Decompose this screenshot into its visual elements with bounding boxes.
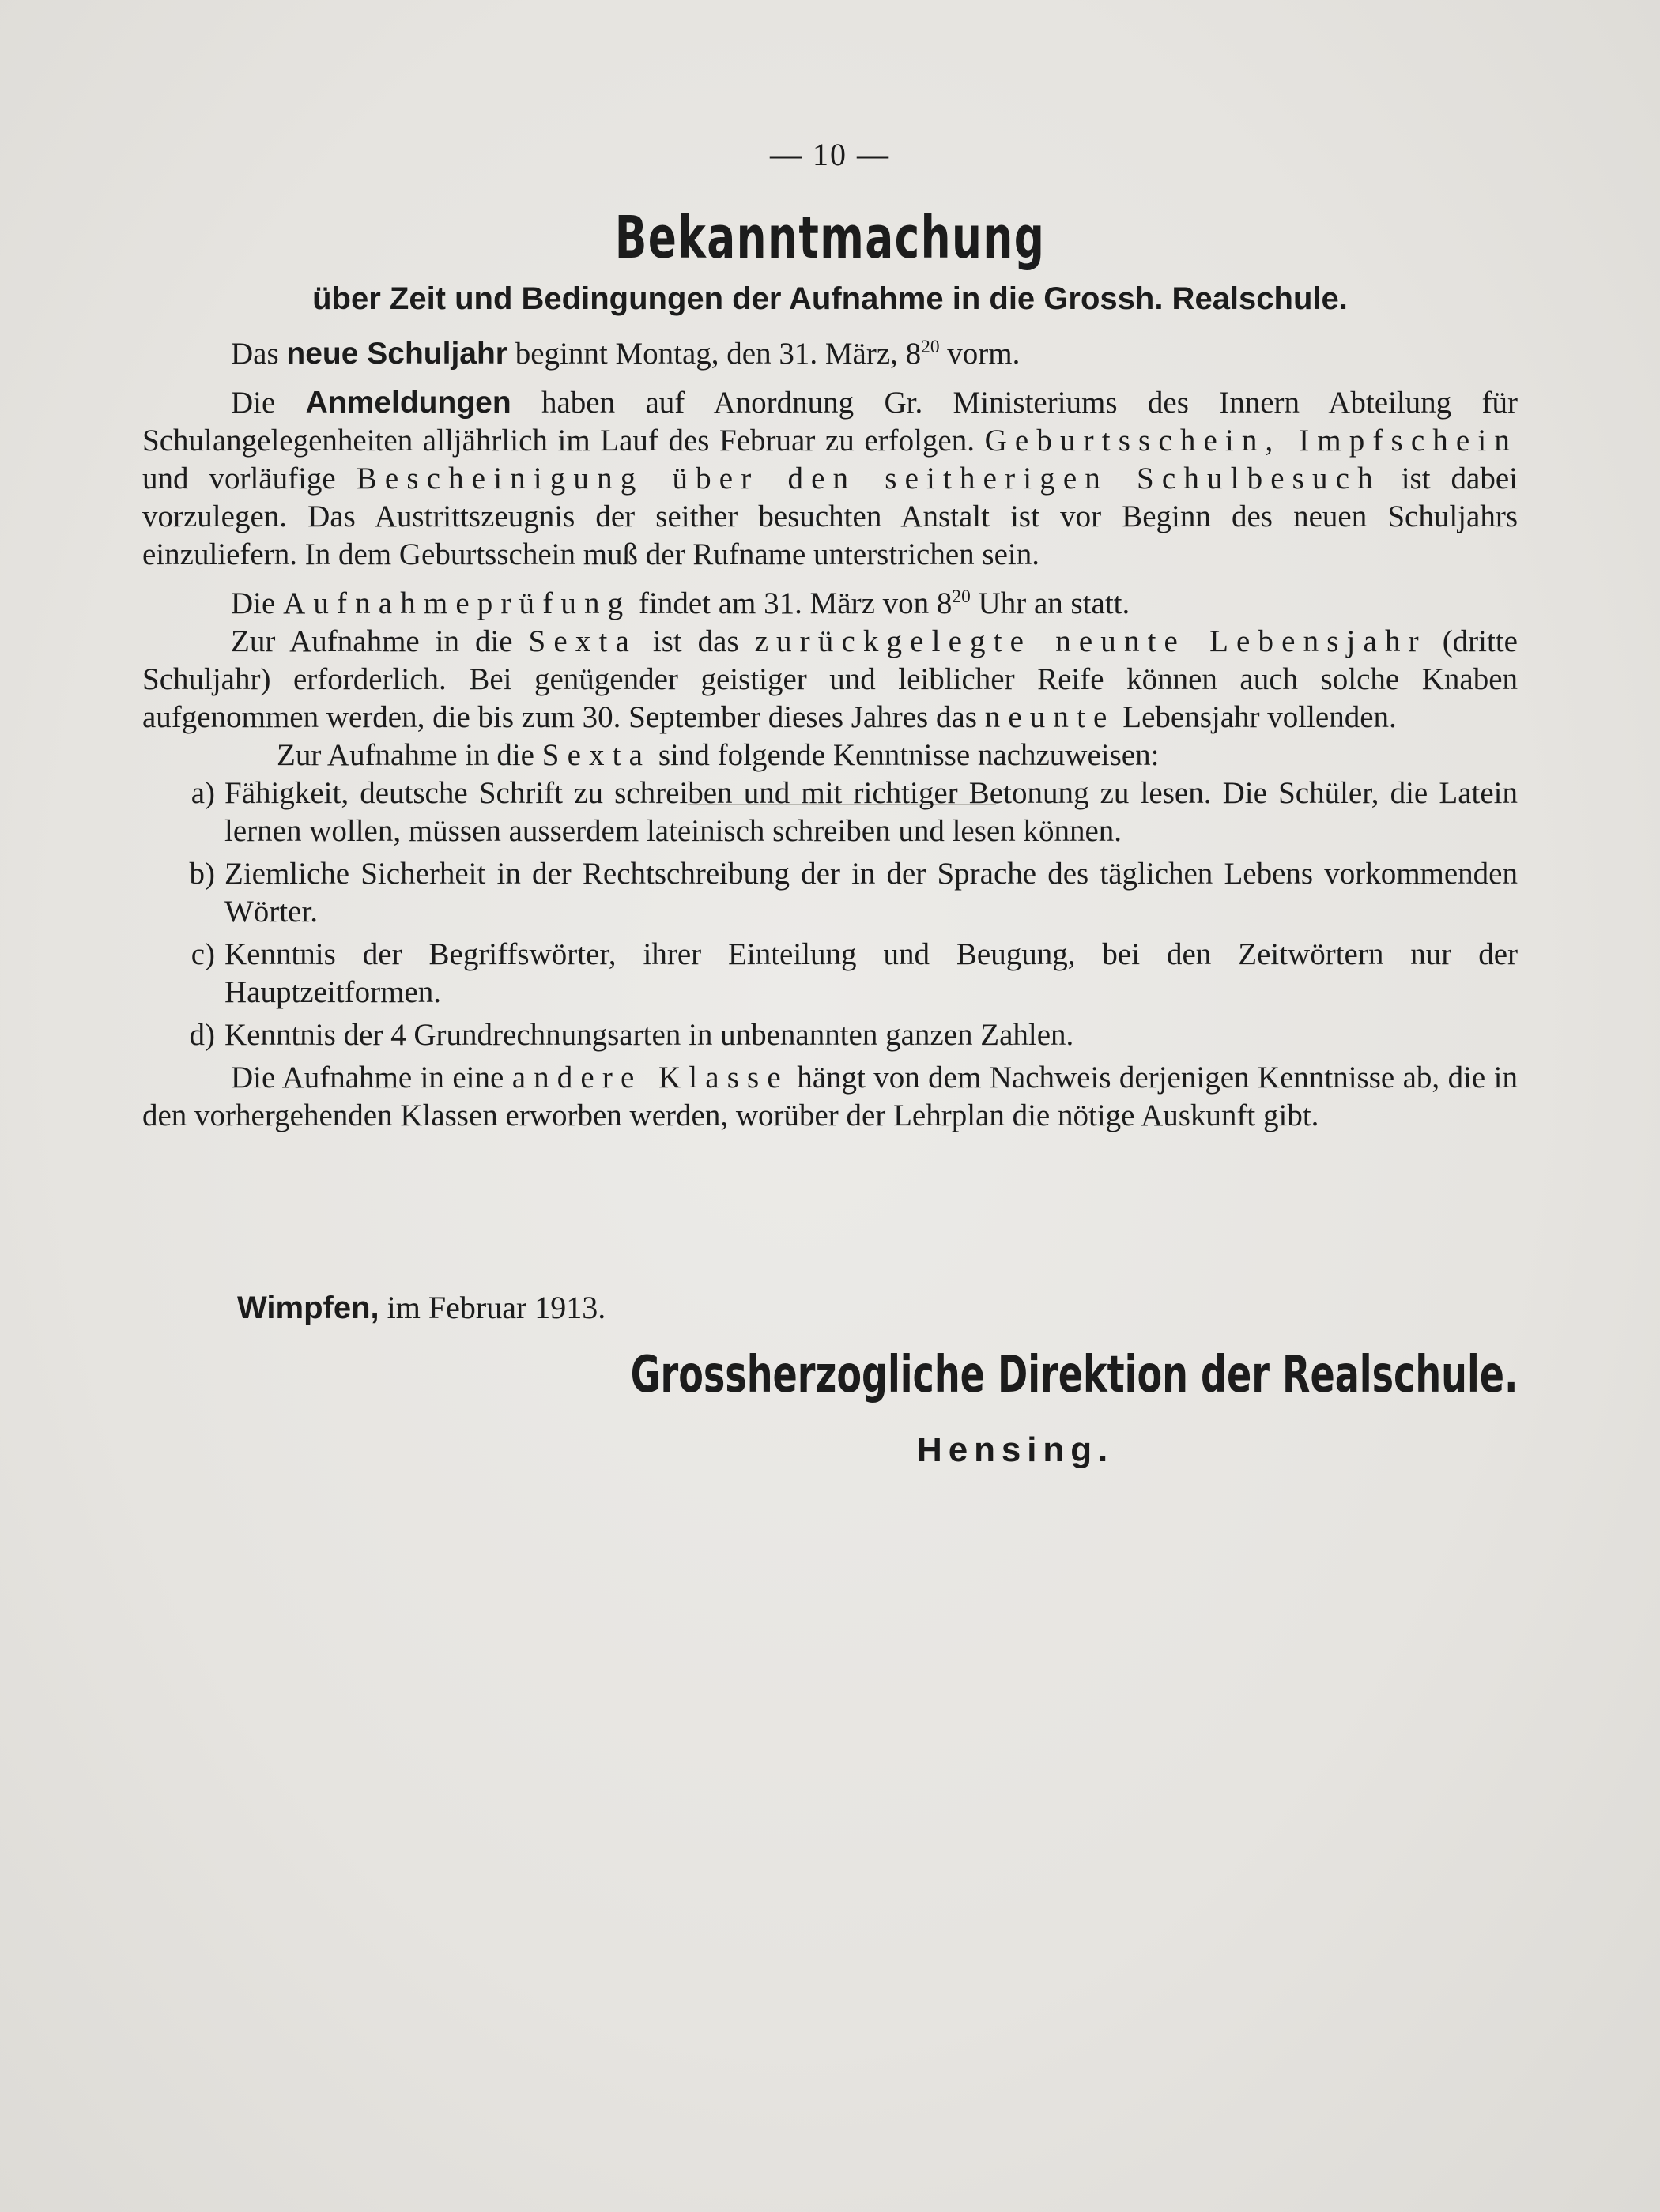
list-item [142,774,1518,850]
paragraph-entrance-exam: Die Aufnahmeprüfung findet am 31. März von $8^{20}$ Uhr an statt. [231,586,1130,620]
list-item [142,936,1518,1012]
paragraph-age-requirement: Zur Aufnahme in die Sexta ist das zurückgelegte neunte Lebensjahr (dritte Schuljahr) erforderlich. Bei genügender geistiger und leiblicher Reife können auch solche Knaben aufgenommen werden, die bis zum 30. September dieses Jahres das neunte Lebensjahr vollenden. [142,624,1518,734]
paragraph-school-year: Das neue Schuljahr beginnt Montag, den 31. März, $8^{20}$ vorm. [231,337,1021,371]
list-item-text: Ziemliche Sicherheit in der Rechtschreibung der in der Sprache des täglichen Lebens vorkommenden Wörter. [224,857,1518,929]
list-item-label: a) [191,776,215,810]
announcement-title: Bekanntmachung [614,204,1046,272]
list-item-text: Kenntnis der Begriffswörter, ihrer Einteilung und Beugung, bei den Zeitwörtern nur der Hauptzeitformen. [224,937,1518,1009]
list-item [142,1016,1518,1054]
place-city: Wimpfen, [237,1291,379,1325]
issuing-authority: Grossherzogliche Direktion der Realschule. [630,1346,1518,1404]
paragraph-registration: Die Anmeldungen haben auf Anordnung Gr. Ministeriums des Innern Abteilung für Schulangelegenheiten alljährlich im Lauf des Februar zu erfolgen. Geburtsschein, Impfschein und vorläufige Bescheinigung über den seitherigen Schulbesuch ist dabei vorzulegen. Das Austrittszeugnis der seither besuchten Anstalt ist vor Beginn des neuen Schuljahrs einzuliefern. In dem Geburtsschein muß der Rufname unterstrichen sein. [142,386,1518,571]
paragraph-other-class: Die Aufnahme in eine andere Klasse hängt von dem Nachweis derjenigen Kenntnisse ab, die in den vorhergehenden Klassen erworben werden, worüber der Lehrplan die nötige Auskunft gibt. [142,1061,1518,1132]
signature-name: Hensing. [917,1430,1115,1469]
list-item-text: Fähigkeit, deutsche Schrift zu schreiben und mit richtiger Betonung zu lesen. Die Schüler, die Latein lernen wollen, müssen ausserdem lateinisch schreiben und lesen können. [224,776,1518,848]
place-and-date [237,1288,606,1328]
page-number: — 10 — [770,137,890,172]
place-date: im Februar 1913. [379,1290,606,1325]
list-item-text: Kenntnis der 4 Grundrechnungsarten in unbenannten ganzen Zahlen. [224,1018,1074,1052]
list-item-label: d) [189,1018,215,1052]
paragraph-knowledge-intro: Zur Aufnahme in die Sexta sind folgende Kenntnisse nachzuweisen: [277,738,1160,772]
list-item-label: c) [191,937,215,971]
announcement-body [142,335,1518,1135]
list-item [142,855,1518,931]
list-item-label: b) [189,857,215,891]
announcement-subtitle: über Zeit und Bedingungen der Aufnahme in die Grossh. Realschule. [312,281,1348,316]
